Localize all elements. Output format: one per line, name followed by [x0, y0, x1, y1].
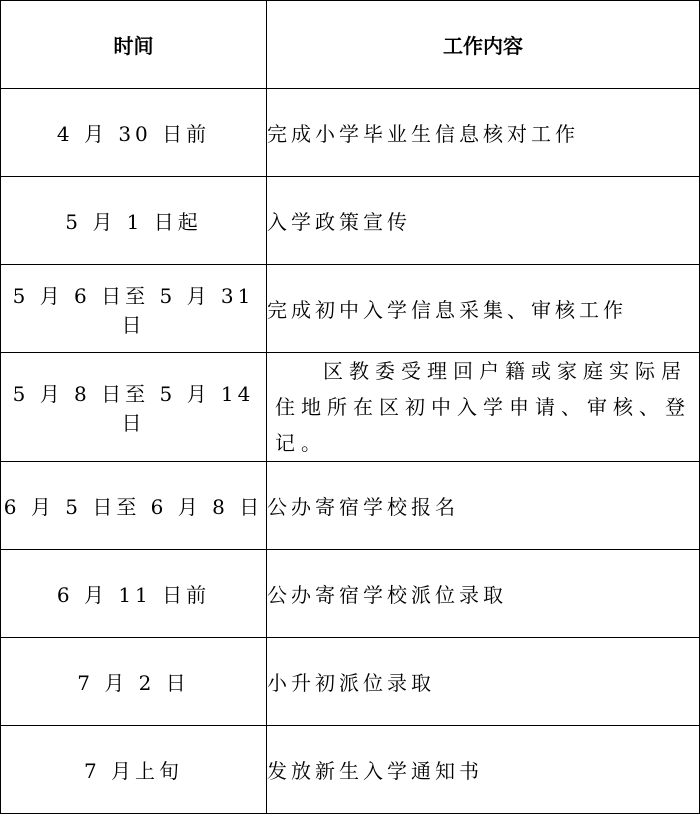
time-cell: 5 月 1 日起	[1, 177, 267, 265]
time-cell: 6 月 11 日前	[1, 550, 267, 638]
content-cell: 小升初派位录取	[267, 638, 700, 726]
table-header-row	[1, 1, 700, 89]
time-cell: 6 月 5 日至 6 月 8 日	[1, 462, 267, 550]
content-cell: 公办寄宿学校报名	[267, 462, 700, 550]
time-cell: 7 月 2 日	[1, 638, 267, 726]
time-cell: 5 月 6 日至 5 月 31 日	[1, 265, 267, 353]
content-cell: 公办寄宿学校派位录取	[267, 550, 700, 638]
table-row	[1, 726, 700, 814]
table-row	[1, 462, 700, 550]
time-cell: 4 月 30 日前	[1, 89, 267, 177]
time-cell: 5 月 8 日至 5 月 14 日	[1, 353, 267, 462]
table-row	[1, 265, 700, 353]
table-row	[1, 177, 700, 265]
table-row	[1, 638, 700, 726]
table-row	[1, 353, 700, 462]
content-cell: 完成小学毕业生信息核对工作	[267, 89, 700, 177]
content-cell: 发放新生入学通知书	[267, 726, 700, 814]
table-row	[1, 89, 700, 177]
time-cell: 7 月上旬	[1, 726, 267, 814]
content-cell: 入学政策宣传	[267, 177, 700, 265]
column-header-time: 时间	[1, 1, 267, 89]
content-cell: 完成初中入学信息采集、审核工作	[267, 265, 700, 353]
content-cell: 区教委受理回户籍或家庭实际居住地所在区初中入学申请、审核、登记。	[267, 353, 700, 462]
column-header-content: 工作内容	[267, 1, 700, 89]
table-row	[1, 550, 700, 638]
